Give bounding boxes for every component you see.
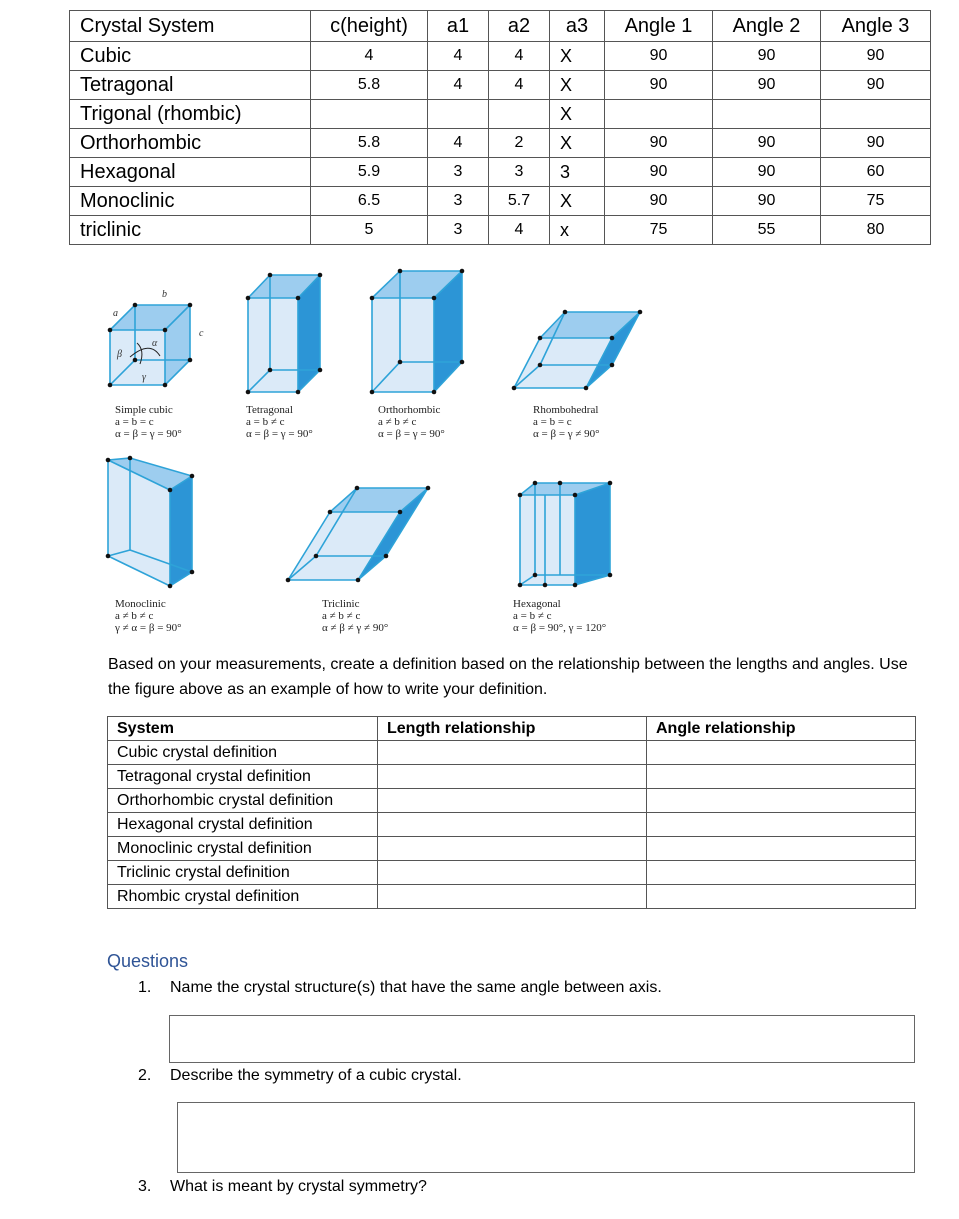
table-cell: 6.5	[311, 187, 428, 216]
question-number: 2.	[138, 1067, 152, 1084]
hexagonal-cell	[518, 481, 613, 588]
instructions-paragraph: Based on your measurements, create a definition based on the relationship between the lengths and angles. Use the figure above as an example of how to write your definition.	[108, 656, 908, 698]
question-text: What is meant by crystal symmetry?	[170, 1178, 427, 1195]
caption-hexagonal: Hexagonal a = b ≠ c α = β = 90°, γ = 120°	[513, 598, 607, 634]
question-number: 1.	[138, 979, 152, 996]
tetragonal-cell	[246, 273, 323, 395]
table-cell: 4	[428, 42, 489, 71]
table-cell: Cubic	[70, 42, 311, 71]
table-cell: Hexagonal	[70, 158, 311, 187]
table-cell: X	[550, 187, 605, 216]
question-number: 3.	[138, 1178, 152, 1195]
monoclinic-cell	[106, 456, 195, 589]
caption-tetragonal: Tetragonal a = b ≠ c α = β = γ = 90°	[246, 404, 313, 440]
angle-relationship-cell[interactable]	[647, 885, 916, 909]
question-text: Describe the symmetry of a cubic crystal.	[170, 1067, 462, 1084]
table-cell: 90	[821, 71, 931, 100]
questions-heading: Questions	[107, 951, 189, 971]
table-row	[108, 861, 916, 885]
table-cell: 3	[489, 158, 550, 187]
table-cell: 4	[489, 42, 550, 71]
table-cell: 5.9	[311, 158, 428, 187]
table-cell	[428, 100, 489, 129]
table-cell: 4	[311, 42, 428, 71]
caption-simple-cubic: Simple cubic a = b = c α = β = γ = 90°	[115, 404, 182, 440]
table-row	[108, 741, 916, 765]
triclinic-cell	[286, 486, 431, 583]
table-cell: 3	[428, 158, 489, 187]
table-cell	[605, 100, 713, 129]
column-header: a2	[489, 11, 550, 42]
table-cell: 4	[489, 71, 550, 100]
column-header: Length relationship	[378, 717, 647, 741]
column-header: Angle 1	[605, 11, 713, 42]
table-cell: Tetragonal	[70, 71, 311, 100]
table-header-row	[108, 717, 916, 741]
axis-label-b: b	[162, 289, 167, 300]
column-header: Crystal System	[70, 11, 311, 42]
table-row	[70, 71, 931, 100]
caption-orthorhombic: Orthorhombic a ≠ b ≠ c α = β = γ = 90°	[378, 404, 445, 440]
length-relationship-cell[interactable]	[378, 765, 647, 789]
answer-box-1[interactable]	[169, 1015, 915, 1063]
axis-label-a: a	[113, 308, 118, 319]
caption-monoclinic: Monoclinic a ≠ b ≠ c γ ≠ α = β = 90°	[115, 598, 182, 634]
table-cell: 90	[713, 129, 821, 158]
table-cell: 90	[605, 42, 713, 71]
length-relationship-cell[interactable]	[378, 837, 647, 861]
table-cell: 4	[428, 71, 489, 100]
table-cell: 3	[550, 158, 605, 187]
caption-triclinic: Triclinic a ≠ b ≠ c α ≠ β ≠ γ ≠ 90°	[322, 598, 389, 634]
table-row	[108, 837, 916, 861]
column-header: System	[108, 717, 378, 741]
table-cell	[821, 100, 931, 129]
table-header-row	[70, 11, 931, 42]
table-cell: 90	[821, 129, 931, 158]
table-cell: X	[550, 129, 605, 158]
table-cell: 2	[489, 129, 550, 158]
table-cell: 90	[605, 71, 713, 100]
table-cell: triclinic	[70, 216, 311, 245]
table-cell: x	[550, 216, 605, 245]
column-header: Angle relationship	[647, 717, 916, 741]
table-cell: 4	[489, 216, 550, 245]
table-cell: 55	[713, 216, 821, 245]
angle-relationship-cell[interactable]	[647, 837, 916, 861]
table-cell	[713, 100, 821, 129]
question-text: Name the crystal structure(s) that have the same angle between axis.	[170, 979, 662, 996]
column-header: Angle 3	[821, 11, 931, 42]
angle-relationship-cell[interactable]	[647, 789, 916, 813]
table-row	[108, 813, 916, 837]
table-row	[70, 129, 931, 158]
answer-box-2[interactable]	[177, 1102, 915, 1173]
table-cell: Monoclinic	[70, 187, 311, 216]
angle-label-beta: β	[117, 349, 122, 360]
table-row	[108, 885, 916, 909]
table-row	[70, 216, 931, 245]
system-label: Rhombic crystal definition	[108, 885, 378, 909]
table-cell: 75	[821, 187, 931, 216]
table-cell: 90	[713, 71, 821, 100]
caption-rhombohedral: Rhombohedral a = b = c α = β = γ ≠ 90°	[533, 404, 600, 440]
table-row	[70, 42, 931, 71]
unit-cell-figure	[0, 255, 959, 655]
rhombohedral-cell	[512, 310, 643, 391]
table-row	[108, 789, 916, 813]
system-label: Orthorhombic crystal definition	[108, 789, 378, 813]
column-header: a1	[428, 11, 489, 42]
table-row	[108, 765, 916, 789]
definition-table	[107, 716, 916, 909]
length-relationship-cell[interactable]	[378, 741, 647, 765]
length-relationship-cell[interactable]	[378, 789, 647, 813]
table-cell: 5.7	[489, 187, 550, 216]
system-label: Hexagonal crystal definition	[108, 813, 378, 837]
angle-label-alpha: α	[152, 338, 158, 349]
angle-label-gamma: γ	[142, 372, 146, 383]
system-label: Triclinic crystal definition	[108, 861, 378, 885]
length-relationship-cell[interactable]	[378, 885, 647, 909]
table-cell: 75	[605, 216, 713, 245]
table-cell: 90	[605, 158, 713, 187]
length-relationship-cell[interactable]	[378, 861, 647, 885]
table-cell: Trigonal (rhombic)	[70, 100, 311, 129]
table-cell: 90	[605, 129, 713, 158]
table-cell: 90	[605, 187, 713, 216]
table-cell: 4	[428, 129, 489, 158]
table-cell: 5.8	[311, 129, 428, 158]
simple-cubic-cell	[108, 289, 204, 387]
system-label: Monoclinic crystal definition	[108, 837, 378, 861]
table-cell: X	[550, 42, 605, 71]
column-header: c(height)	[311, 11, 428, 42]
table-cell: 90	[713, 187, 821, 216]
column-header: Angle 2	[713, 11, 821, 42]
table-row	[70, 100, 931, 129]
angle-relationship-cell[interactable]	[647, 813, 916, 837]
system-label: Cubic crystal definition	[108, 741, 378, 765]
crystal-measurement-table	[69, 10, 931, 245]
axis-label-c: c	[199, 328, 204, 339]
orthorhombic-cell	[370, 269, 465, 395]
table-cell: 5	[311, 216, 428, 245]
angle-relationship-cell[interactable]	[647, 741, 916, 765]
table-cell: 3	[428, 187, 489, 216]
angle-relationship-cell[interactable]	[647, 765, 916, 789]
table-cell	[489, 100, 550, 129]
table-cell: 60	[821, 158, 931, 187]
table-cell: 90	[713, 42, 821, 71]
table-cell: 3	[428, 216, 489, 245]
column-header: a3	[550, 11, 605, 42]
table-row	[70, 158, 931, 187]
table-cell	[311, 100, 428, 129]
table-cell: 90	[713, 158, 821, 187]
table-cell: X	[550, 100, 605, 129]
angle-relationship-cell[interactable]	[647, 861, 916, 885]
system-label: Tetragonal crystal definition	[108, 765, 378, 789]
table-cell: 80	[821, 216, 931, 245]
length-relationship-cell[interactable]	[378, 813, 647, 837]
table-cell: 5.8	[311, 71, 428, 100]
table-row	[70, 187, 931, 216]
table-cell: X	[550, 71, 605, 100]
table-cell: Orthorhombic	[70, 129, 311, 158]
table-cell: 90	[821, 42, 931, 71]
